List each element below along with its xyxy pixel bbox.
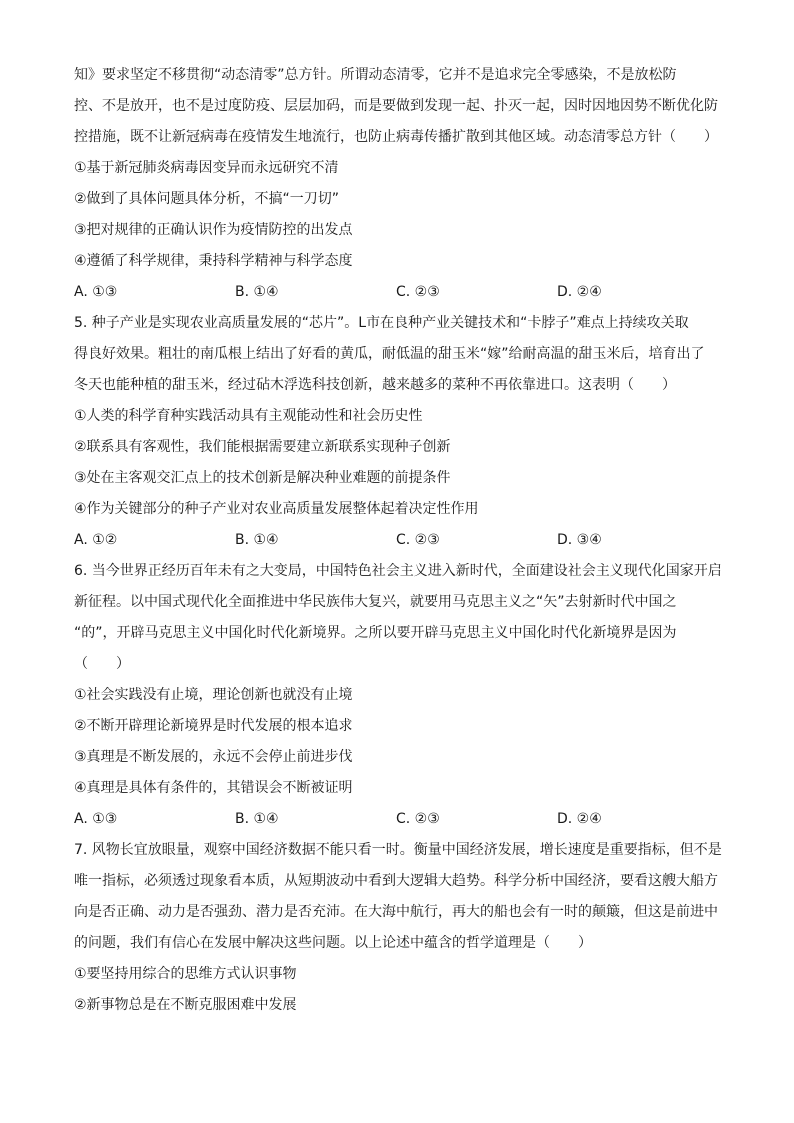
option-a: A. ①③ (74, 284, 118, 300)
question-4-statement: ④遵循了科学规律，秉持科学精神与科学态度 (74, 253, 353, 269)
question-5-statement: ③处在主客观交汇点上的技术创新是解决种业难题的前提条件 (74, 470, 451, 486)
question-5-stem-line: 得良好效果。粗壮的南瓜根上结出了好看的黄瓜，耐低温的甜玉米“嫁”给耐高温的甜玉米后，培育出了 (74, 346, 705, 362)
option-a: A. ①③ (74, 811, 118, 827)
question-4-stem-line: 控、不是放开，也不是过度防疫、层层加码，而是要做到发现一起、扑灭一起，因时因地因势不断优化防 (74, 98, 718, 114)
question-6-statement: ③真理是不断发展的，永远不会停止前进步伐 (74, 749, 353, 765)
question-6-stem-line: 6. 当今世界正经历百年未有之大变局，中国特色社会主义进入新时代，全面建设社会主义现代化国家开启 (74, 563, 722, 579)
question-6-statement: ①社会实践没有止境，理论创新也就没有止境 (74, 687, 353, 703)
question-4-statement: ①基于新冠肺炎病毒因变异而永远研究不清 (74, 160, 339, 176)
question-7-statement: ①要坚持用综合的思维方式认识事物 (74, 966, 297, 982)
question-7 (74, 835, 724, 1021)
option-c: C. ②③ (396, 532, 440, 548)
question-4 (74, 60, 724, 308)
question-5-statement: ②联系具有客观性，我们能根据需要建立新联系实现种子创新 (74, 439, 451, 455)
question-4-stem-line: 知》要求坚定不移贯彻“动态清零”总方针。所谓动态清零，它并不是追求完全零感染，不是放松防 (74, 67, 677, 83)
question-6-options (74, 804, 724, 835)
question-4-stem-line: 控措施，既不让新冠病毒在疫情发生地流行，也防止病毒传播扩散到其他区域。动态清零总方针（ ） (74, 129, 718, 145)
question-5-options (74, 525, 724, 556)
question-6-stem-line: 新征程。以中国式现代化全面推进中华民族伟大复兴，就要用马克思主义之“矢”去射新时代中国之 (74, 594, 677, 610)
question-6-stem-line: （ ） (74, 656, 130, 672)
question-4-statement: ②做到了具体问题具体分析，不搞“一刀切” (74, 191, 340, 207)
option-c: C. ②③ (396, 811, 440, 827)
question-5-stem-line: 5. 种子产业是实现农业高质量发展的“芯片”。L市在良种产业关键技术和“卡脖子”难点上持续攻关取 (74, 315, 689, 331)
option-b: B. ①④ (235, 811, 279, 827)
question-6-statement: ④真理是具体有条件的，其错误会不断被证明 (74, 780, 353, 796)
option-b: B. ①④ (235, 532, 279, 548)
question-5-statement: ④作为关键部分的种子产业对农业高质量发展整体起着决定性作用 (74, 501, 479, 517)
question-6 (74, 556, 724, 835)
question-5-stem-line: 冬天也能种植的甜玉米，经过砧木浮选科技创新，越来越多的菜种不再依靠进口。这表明（ ） (74, 377, 676, 393)
question-6-statement: ②不断开辟理论新境界是时代发展的根本追求 (74, 718, 353, 734)
option-a: A. ①② (74, 532, 118, 548)
question-7-stem-line: 向是否正确、动力是否强劲、潜力是否充沛。在大海中航行，再大的船也会有一时的颠簸，但这是前进中 (74, 904, 718, 920)
question-7-stem-line: 的问题，我们有信心在发展中解决这些问题。以上论述中蕴含的哲学道理是（ ） (74, 935, 592, 951)
option-d: D. ③④ (557, 532, 602, 548)
question-6-stem-line: “的”，开辟马克思主义中国化时代化新境界。之所以要开辟马克思主义中国化时代化新境界是因为 (74, 625, 677, 641)
question-7-stem-line: 唯一指标，必须透过现象看本质，从短期波动中看到大逻辑大趋势。科学分析中国经济，要看这艘大船方 (74, 873, 718, 889)
question-4-statement: ③把对规律的正确认识作为疫情防控的出发点 (74, 222, 353, 238)
option-d: D. ②④ (557, 284, 602, 300)
question-7-stem-line: 7. 风物长宜放眼量，观察中国经济数据不能只看一时。衡量中国经济发展，增长速度是重要指标，但不是 (74, 842, 722, 858)
question-5-statement: ①人类的科学育种实践活动具有主观能动性和社会历史性 (74, 408, 423, 424)
option-c: C. ②③ (396, 284, 440, 300)
question-5 (74, 308, 724, 556)
question-4-options (74, 277, 724, 308)
option-d: D. ②④ (557, 811, 602, 827)
question-7-statement: ②新事物总是在不断克服困难中发展 (74, 997, 297, 1013)
page-content (74, 60, 724, 1021)
option-b: B. ①④ (235, 284, 279, 300)
